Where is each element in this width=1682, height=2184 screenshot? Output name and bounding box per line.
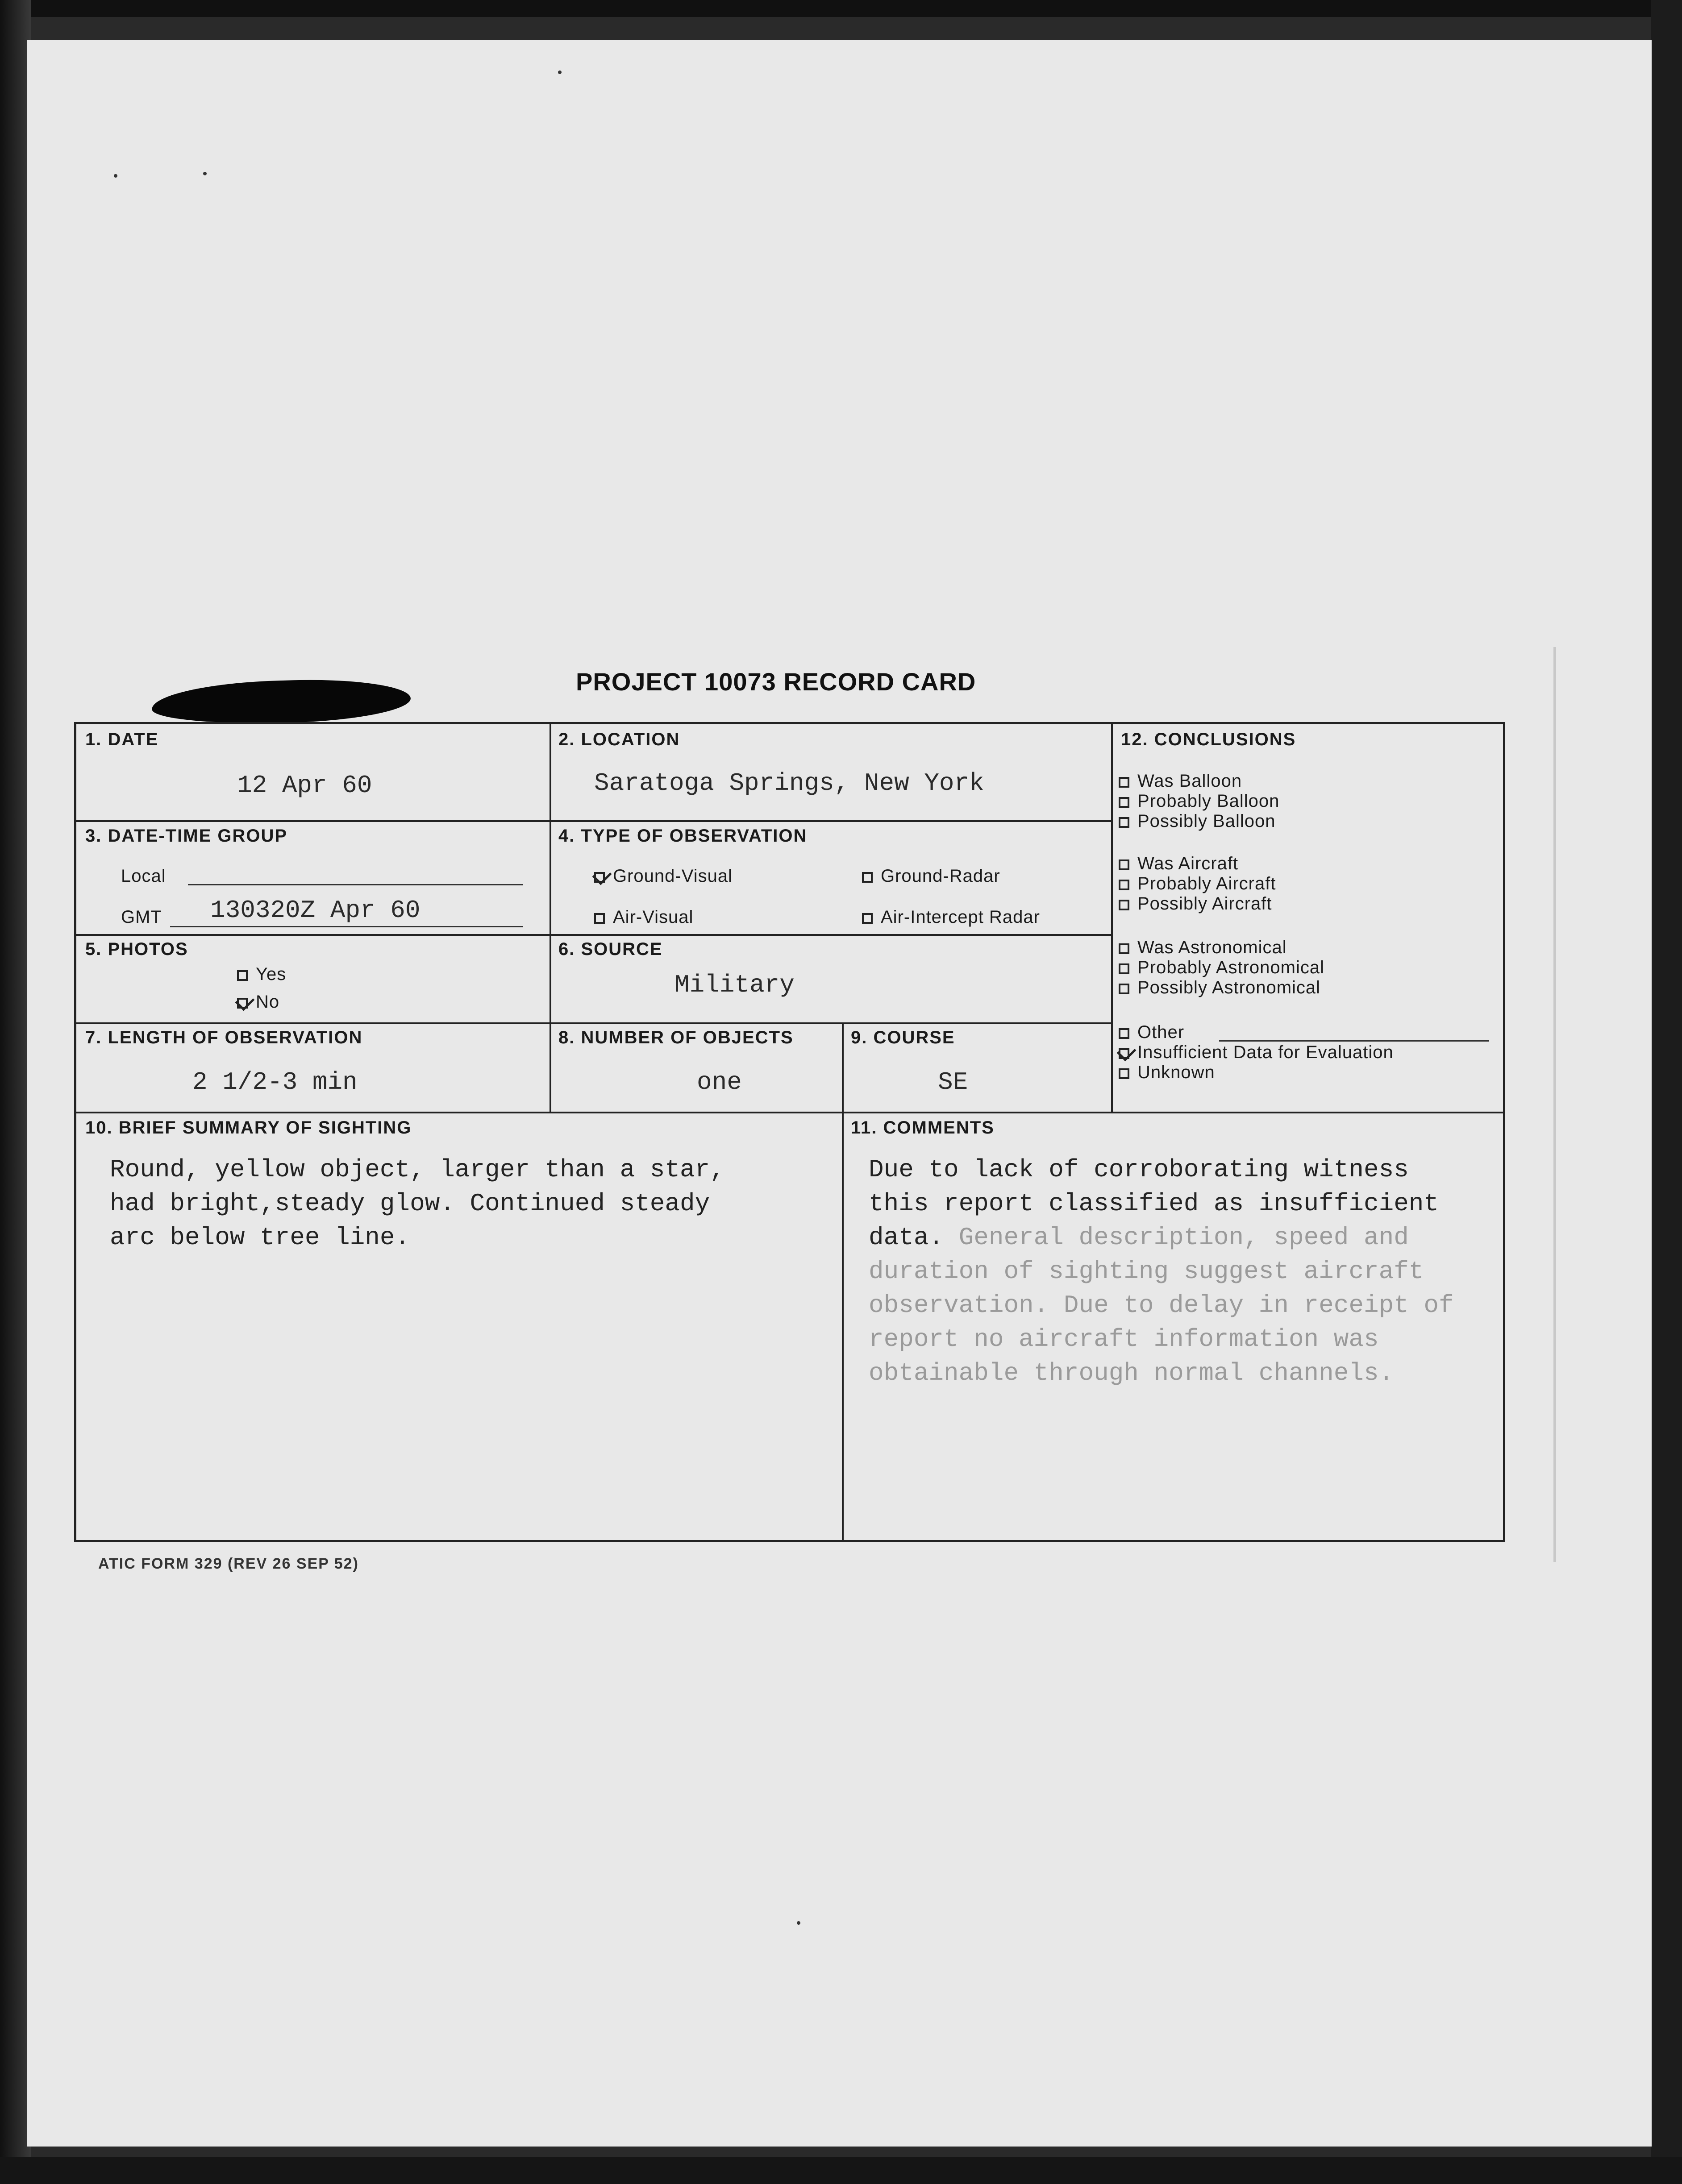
comments-line: Due to lack of corroborating witness — [869, 1155, 1409, 1184]
conclusion-unknown: Unknown — [1119, 1063, 1215, 1083]
conclusion-possibly-aircraft: Possibly Aircraft — [1119, 894, 1272, 914]
scan-speck — [203, 172, 207, 175]
comments-line: this report classified as insufficient — [869, 1189, 1439, 1218]
location-value: Saratoga Springs, New York — [594, 769, 984, 797]
scan-right-border — [1651, 0, 1682, 2184]
date-value: 12 Apr 60 — [237, 771, 372, 800]
conclusion-was-balloon: Was Balloon — [1119, 771, 1242, 791]
photos-label: 5. PHOTOS — [85, 939, 188, 959]
scan-bottom-border — [0, 2157, 1682, 2184]
scan-top-border — [0, 0, 1682, 17]
checkbox — [862, 872, 873, 883]
comments-label: 11. COMMENTS — [851, 1118, 995, 1138]
photos-option-yes: Yes — [237, 964, 286, 984]
scan-artifact-line — [1553, 647, 1556, 1562]
observation-length-label: 7. LENGTH OF OBSERVATION — [85, 1028, 363, 1047]
checkbox — [1119, 984, 1129, 994]
conclusion-probably-balloon: Probably Balloon — [1119, 791, 1279, 811]
conclusion-other: Other — [1119, 1022, 1184, 1042]
grid-line — [76, 934, 1111, 936]
checkbox-checked — [594, 872, 605, 883]
conclusion-was-aircraft: Was Aircraft — [1119, 854, 1238, 874]
location-label: 2. LOCATION — [558, 730, 680, 749]
checkbox — [1119, 1028, 1129, 1039]
checkbox — [594, 913, 605, 924]
checkbox — [1119, 859, 1129, 870]
local-time-label: Local — [121, 866, 166, 886]
comments-line: observation. Due to delay in receipt of — [869, 1291, 1454, 1320]
checkbox — [1119, 777, 1129, 788]
form-identifier: ATIC FORM 329 (REV 26 SEP 52) — [98, 1555, 359, 1572]
other-line — [1219, 1040, 1489, 1042]
checkbox-checked — [237, 998, 248, 1009]
comments-line-start: data. — [869, 1223, 944, 1252]
summary-line: had bright,steady glow. Continued steady — [110, 1189, 710, 1218]
grid-line — [550, 724, 551, 1112]
comments-text — [869, 1153, 1454, 1390]
checkbox — [237, 970, 248, 981]
checkbox — [1119, 880, 1129, 890]
conclusion-probably-aircraft: Probably Aircraft — [1119, 874, 1276, 894]
conclusion-possibly-astronomical: Possibly Astronomical — [1119, 978, 1320, 998]
course-value: SE — [938, 1068, 968, 1096]
comments-line: obtainable through normal channels. — [869, 1359, 1394, 1387]
source-value: Military — [674, 971, 795, 999]
observation-option-ground-radar: Ground-Radar — [862, 866, 1000, 886]
observation-option-ground-visual: Ground-Visual — [594, 866, 733, 886]
local-time-line — [188, 884, 523, 885]
checkbox — [1119, 797, 1129, 808]
observation-type-label: 4. TYPE OF OBSERVATION — [558, 826, 808, 846]
observation-option-air-visual: Air-Visual — [594, 907, 693, 927]
object-count-value: one — [697, 1068, 742, 1096]
summary-label: 10. BRIEF SUMMARY OF SIGHTING — [85, 1118, 412, 1138]
conclusion-insufficient-data: Insufficient Data for Evaluation — [1119, 1042, 1394, 1063]
checkbox — [1119, 817, 1129, 828]
record-card — [74, 722, 1505, 1542]
source-label: 6. SOURCE — [558, 939, 663, 959]
checkbox — [862, 913, 873, 924]
comments-line: report no aircraft information was — [869, 1325, 1379, 1354]
conclusion-was-astronomical: Was Astronomical — [1119, 938, 1287, 958]
observation-length-value: 2 1/2-3 min — [192, 1068, 358, 1096]
photos-option-no: No — [237, 992, 279, 1012]
card-title: PROJECT 10073 RECORD CARD — [576, 668, 976, 696]
checkbox — [1119, 943, 1129, 954]
grid-line — [76, 820, 1111, 822]
checkbox — [1119, 1068, 1129, 1079]
gmt-label: GMT — [121, 907, 162, 927]
scan-speck — [558, 71, 562, 74]
conclusion-probably-astronomical: Probably Astronomical — [1119, 958, 1324, 978]
observation-option-air-intercept-radar: Air-Intercept Radar — [862, 907, 1040, 927]
checkbox — [1119, 900, 1129, 910]
grid-line — [76, 1022, 1111, 1024]
comments-line: duration of sighting suggest aircraft — [869, 1257, 1424, 1286]
gmt-line — [170, 926, 523, 927]
course-label: 9. COURSE — [851, 1028, 955, 1047]
grid-line — [842, 1022, 844, 1542]
grid-line — [76, 1112, 1505, 1113]
scan-speck — [797, 1921, 800, 1925]
date-label: 1. DATE — [85, 730, 159, 749]
summary-line: arc below tree line. — [110, 1223, 410, 1252]
comments-line-faded: General description, speed and — [944, 1223, 1409, 1252]
summary-line: Round, yellow object, larger than a star, — [110, 1155, 725, 1184]
gmt-value: 130320Z Apr 60 — [210, 896, 420, 925]
object-count-label: 8. NUMBER OF OBJECTS — [558, 1028, 794, 1047]
conclusion-possibly-balloon: Possibly Balloon — [1119, 811, 1276, 831]
checkbox — [1119, 963, 1129, 974]
summary-text — [110, 1153, 725, 1254]
date-time-group-label: 3. DATE-TIME GROUP — [85, 826, 288, 846]
checkbox-checked — [1119, 1048, 1129, 1059]
grid-line — [1111, 724, 1113, 1112]
conclusions-label: 12. CONCLUSIONS — [1121, 730, 1296, 749]
scan-speck — [114, 174, 117, 178]
